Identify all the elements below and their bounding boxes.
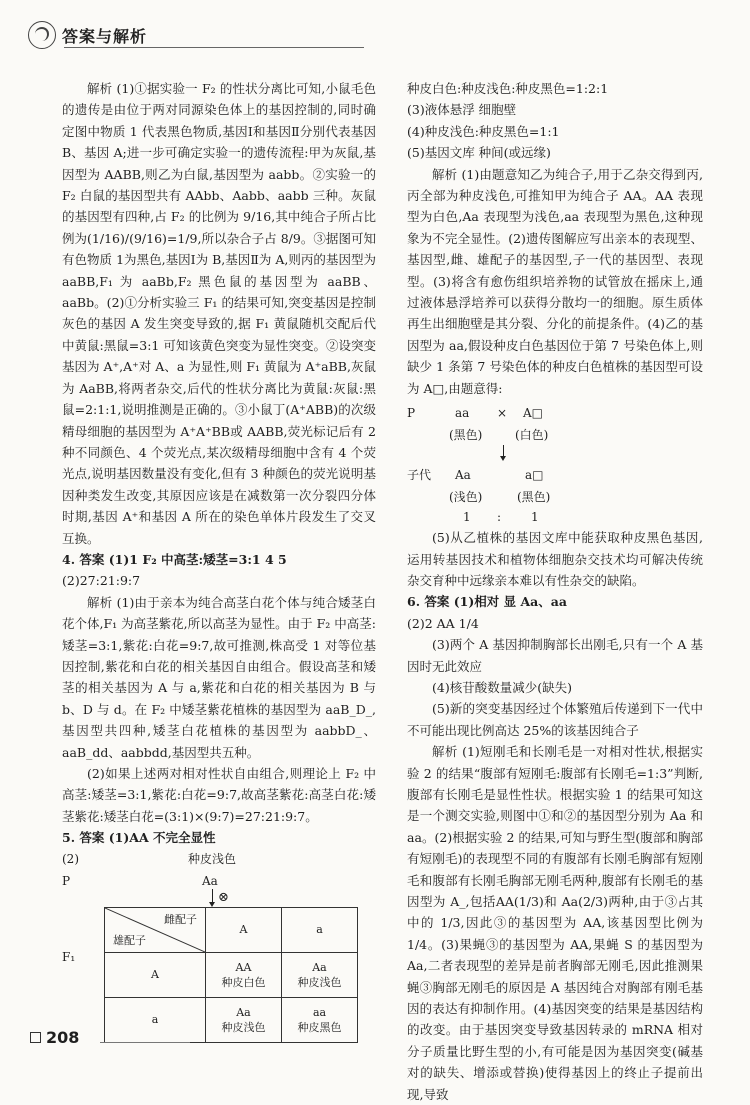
cell-Aa-1: [282, 952, 358, 997]
selfing-arrow: [212, 889, 213, 903]
answer-q5-part3: (3)液体悬浮 细胞壁: [407, 102, 517, 118]
cell-genotype: Aa: [312, 960, 327, 974]
cross-parent1: aa: [455, 406, 470, 421]
cell-aa: [282, 997, 358, 1042]
header-female-A: A: [206, 907, 282, 952]
f1-label: F₁: [62, 949, 76, 964]
offspring2: a□: [525, 468, 544, 483]
parent-phenotype: 种皮浅色: [188, 851, 237, 866]
ratio-value2: 1: [531, 510, 539, 525]
cross-parent2: A□: [523, 406, 544, 421]
analysis-q6: 解析 (1)短刚毛和长刚毛是一对相对性状,根据实验 2 的结果“腹部有短刚毛:腹部有长刚毛=1:3”判断,腹部有长刚毛是显性性状。根据实验 1 的结果可知这是一个测交实验,则图中①和②的基因型分别为 Aa 和 aa。(2)根据实验 2 的结果,可知与野生型(腹部和胸部有短刚毛)的表现型不同的有腹部有长刚毛胸部有短刚毛和腹部有长刚毛胸部无刚毛两种,腹部有长刚毛的基因型为 A_,包括AA(1/3)和 Aa(2/3)两种,由于③占其中的 1/3,因此③的基因型为 AA,该基因型比例为 1/4。(3)果蝇③的基因型为 AA,果蝇 S 的基因型为 Aa,二者表现型的差异是前者胸部无刚毛,因此推测果蝇③胸部无刚毛的原因是 A 基因纯合对胸部有刚毛基因的表达有抑制作用。(4)基因突变的结果是基因结构的改变。由于基因突变导致基因转录的 mRNA 相对分子质量比野生型的小,有可能是因为基因突变(碱基对的缺失、增添或替换)使得基因上的终止子提前出现,导致: [407, 744, 703, 1102]
analysis-q4-1: 解析 (1)由于亲本为纯合高茎白花个体与纯合矮茎白花个体,F₁ 为高茎紫花,所以高茎为显性。由于 F₂ 中高茎:矮茎=3:1,紫花:白花=9:7,故可推测,株高受 1 对等位基因控制,紫花和白花的相关基因自由组合。假设高茎和矮茎的相关基因为 A 与 a,紫花和白花的相关基因为 B 与 b、D 与 d。在 F₂ 中矮茎紫花植株的基因型为 aaB_D_,基因型共四种,矮茎白花植株的基因型为 aabbD_、aaB_dd、aabbdd,基因型共五种。: [62, 594, 376, 760]
square-marker-icon: [30, 1032, 41, 1043]
page-header: [28, 20, 147, 50]
left-column: [62, 78, 376, 1057]
answer-q6-part2: (2)2 AA 1/4: [407, 615, 479, 631]
cross-parent2-color: (白色): [515, 428, 549, 443]
answer-q6: 6. 答案 (1)相对 显 Aa、aa: [407, 594, 567, 610]
analysis-q5-part5: (5)从乙植株的基因文库中能获取种皮黑色基因,运用转基因技术和植物体细胞杂交技术均可解决传统杂交育种中远缘亲本难以有性杂交的缺陷。: [407, 530, 703, 588]
parent-genotype: Aa: [202, 873, 218, 888]
page-number: 208: [46, 1028, 80, 1047]
analysis-q5: 解析 (1)由题意知乙为纯合子,用于乙杂交得到丙,丙全部为种皮浅色,可推知甲为纯合子 AA。AA 表现型为白色,Aa 表现型为浅色,aa 表现型为黑色,这种现象为不完全显性。(2)遗传图解应写出亲本的表现型、基因型,雌、雄配子的基因型,子一代的基因型、表现型。(3)将含有愈伤组织培养物的试管放在摇床上,通过液体悬浮培养可以获得分散均一的细胞。原生质体再生出细胞壁是其分裂、分化的前提条件。(4)乙的基因型为 aa,假设种皮白色基因位于第 7 号染色体上,则缺少 1 条第 7 号染色体的种皮白色植株的基因型可设为 A□,由题意得:: [407, 166, 703, 396]
cross-p-label: P: [407, 406, 416, 421]
punnett-square-area: [62, 907, 376, 1057]
answer-q6-part5: (5)新的突变基因经过个体繁殖后传递到下一代中不可能出现比例高达 25%的该基因纯合子: [407, 701, 703, 738]
header-title: 答案与解析: [62, 26, 148, 46]
header-rule: [64, 47, 364, 48]
cell-AA: [206, 952, 282, 997]
answer-q5-part5: (5)基因文库 种间(或远缘): [407, 145, 551, 161]
selfing-symbol: ⊗: [218, 889, 229, 905]
punnett-corner: [105, 907, 206, 952]
header-female-a: a: [282, 907, 358, 952]
offspring1-color: (浅色): [449, 490, 483, 505]
footer-rule: [100, 1042, 190, 1043]
f1-ratio: 种皮白色:种皮浅色:种皮黑色=1:2:1: [407, 81, 609, 96]
answer-q5-part2: (2): [62, 851, 79, 866]
cell-genotype: aa: [312, 1005, 327, 1019]
answer-q6-part4: (4)核苷酸数量减少(缺失): [432, 679, 572, 695]
answer-q4-part2: (2)27:21:9:7: [62, 573, 141, 589]
ratio-value1: 1: [463, 510, 471, 525]
header-male-a: a: [105, 997, 206, 1042]
answer-q5: 5. 答案 (1)AA 不完全显性: [62, 830, 216, 846]
right-column: [407, 78, 703, 1105]
header-male-A: A: [105, 952, 206, 997]
ratio-separator: :: [497, 510, 502, 525]
cross-arrow: [503, 445, 504, 457]
answer-q6-part3: (3)两个 A 基因抑制胸部长出刚毛,只有一个 A 基因时无此效应: [407, 637, 703, 674]
offspring1: Aa: [455, 468, 471, 483]
p-label: P: [62, 873, 71, 888]
book-logo-icon: [28, 21, 56, 49]
female-gamete-label: 雌配子: [164, 912, 197, 926]
male-gamete-label: 雄配子: [113, 933, 146, 947]
offspring2-color: (黑色): [517, 490, 551, 505]
answer-q4: 4. 答案 (1)1 F₂ 中高茎:矮茎=3:1 4 5: [62, 551, 287, 567]
offspring-label: 子代: [407, 468, 432, 483]
page-footer: [30, 1028, 79, 1047]
cell-phenotype: 种皮黑色: [297, 1020, 342, 1034]
analysis-q4-2: (2)如果上述两对相对性状自由组合,则理论上 F₂ 中高茎:矮茎=3:1,紫花:白花=9:7,故高茎紫花:高茎白花:矮茎紫花:矮茎白花=(3:1)×(9:7)=27:21:9:7。: [62, 766, 376, 824]
cell-genotype: AA: [235, 960, 252, 974]
analysis-q3: 解析 (1)①据实验一 F₂ 的性状分离比可知,小鼠毛色的遗传是由位于两对同源染色体上的基因控制的,同时确定图中物质 1 代表黑色物质,基因Ⅰ和基因Ⅱ分别代表基因 B、基因 A;进一步可确定实验一的遗传流程:甲为灰鼠,基因型为 AABB,则乙为白鼠,基因型为 aabb。②实验一的 F₂ 白鼠的基因型共有 AAbb、Aabb、aabb 三种。灰鼠的基因型有四种,占 F₂ 的比例为 9/16,其中纯合子所占比例为(1/16)/(9/16)=1/9,所以杂合子占 8/9。③据图可知有色物质 1为黑色,基因Ⅰ为 B,基因Ⅱ为 A,则丙的基因型为 aaBB,F₁ 为 aaBb,F₂ 黑色鼠的基因型为 aaBB、aaBb。(2)①分析实验三 F₁ 的结果可知,突变基因是控制灰色的基因 A 发生突变导致的,据 F₁ 黄鼠随机交配后代中黄鼠:黑鼠=3:1 可知该黄色突变为显性突变。②设突变基因为 A⁺,A⁺对 A、a 为显性,则 F₁ 黄鼠为 A⁺aBB,灰鼠为 AaBB,将两者杂交,后代的性状分离比为黄鼠:灰鼠:黑鼠=2:1:1,说明推测是正确的。③小鼠丁(A⁺ABB)的次级精母细胞的基因型为 A⁺A⁺BB或 AABB,荧光标记后有 2 种不同颜色、4 个荧光点,某次级精母细胞中含有 4 个荧光点,说明基因数量没有变化,但有 3 种颜色的荧光说明基因种类发生改变,其原因应该是在减数第一次分裂四分体时期,基因 A⁺和基因 A 所在的染色单体片段发生了交叉互换。: [62, 81, 376, 546]
cell-phenotype: 种皮浅色: [221, 1020, 266, 1034]
genetic-cross-diagram-2: [407, 399, 703, 527]
cross-parent1-color: (黑色): [449, 428, 483, 443]
answer-q5-part4: (4)种皮浅色:种皮黑色=1:1: [407, 123, 560, 139]
punnett-square: [104, 907, 358, 1043]
cell-Aa-2: [206, 997, 282, 1042]
cell-genotype: Aa: [236, 1005, 251, 1019]
cell-phenotype: 种皮白色: [221, 975, 266, 989]
cell-phenotype: 种皮浅色: [297, 975, 342, 989]
cross-symbol: ×: [497, 406, 508, 421]
